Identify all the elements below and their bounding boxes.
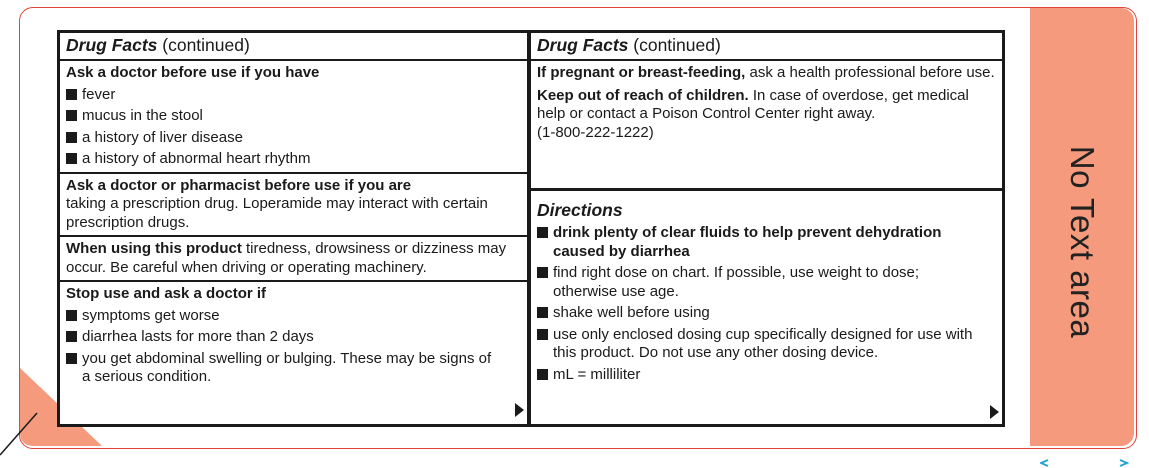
right-header-bold: Drug Facts xyxy=(537,35,629,55)
bullet-icon xyxy=(66,132,77,143)
bullet-icon xyxy=(537,267,548,278)
when-using-section xyxy=(60,235,527,280)
left-header-bold: Drug Facts xyxy=(66,35,158,55)
ask-doctor-title: Ask a doctor before use if you have xyxy=(66,64,320,81)
pregnant-title: If pregnant or breast-feeding, xyxy=(537,64,746,81)
ask-pharmacist-title: Ask a doctor or pharmacist before use if you are xyxy=(66,176,412,194)
list-item: find right dose on chart. If possible, use weight to dose; otherwise use age. xyxy=(537,264,996,301)
when-using-text: tiredness, drowsiness or dizziness may occur. Be careful when driving or operating machinery. xyxy=(66,240,507,276)
right-panel-header xyxy=(531,33,1002,59)
list-item: mucus in the stool xyxy=(66,107,521,126)
drug-facts-left-panel xyxy=(57,30,530,427)
list-item: a history of abnormal heart rhythm xyxy=(66,150,521,169)
warnings-continued-section xyxy=(531,59,1002,184)
list-item: diarrhea lasts for more than 2 days xyxy=(66,328,521,347)
bullet-icon xyxy=(66,310,77,321)
bullet-icon xyxy=(66,153,77,164)
directions-title: Directions xyxy=(537,200,623,220)
list-item: shake well before using xyxy=(537,304,996,323)
right-arrow-icon xyxy=(990,405,999,419)
pregnant-paragraph xyxy=(537,64,996,83)
bullet-icon xyxy=(537,369,548,380)
stop-use-title: Stop use and ask a doctor if xyxy=(66,285,267,302)
ask-doctor-section xyxy=(60,59,527,172)
ask-pharmacist-text: taking a prescription drug. Loperamide may interact with certain prescription drugs. xyxy=(66,195,488,231)
bullet-icon xyxy=(66,110,77,121)
bullet-icon xyxy=(537,227,548,238)
keep-out-paragraph xyxy=(537,87,996,124)
when-using-title: When using this product xyxy=(66,240,242,257)
list-item: drink plenty of clear fluids to help prevent dehydration caused by diarrhea xyxy=(537,224,996,261)
pager-arrows[interactable] xyxy=(1040,458,1130,468)
keep-out-title: Keep out of reach of children. xyxy=(537,86,749,104)
right-arrow-icon xyxy=(515,403,524,417)
keep-out-text: In case of overdose, get medical help or contact a Poison Control Center right away. xyxy=(537,86,969,122)
poison-control-phone: (1-800-222-1222) xyxy=(537,123,654,141)
no-text-area-label: No Text area xyxy=(1064,145,1101,339)
ask-pharmacist-section xyxy=(60,172,527,236)
list-item: use only enclosed dosing cup specifically designed for use with this product. Do not use any other dosing device. xyxy=(537,326,996,363)
drug-facts-right-panel xyxy=(528,30,1005,427)
list-item: mL = milliliter xyxy=(537,366,996,385)
stop-use-section xyxy=(60,280,527,390)
left-header-rest: (continued) xyxy=(157,35,250,55)
list-item: you get abdominal swelling or bulging. These may be signs of a serious condition. xyxy=(66,350,521,387)
pregnant-text: ask a health professional before use. xyxy=(745,64,995,81)
bullet-icon xyxy=(66,331,77,342)
section-divider xyxy=(531,188,1002,191)
list-item: fever xyxy=(66,86,521,105)
left-panel-header xyxy=(60,33,527,59)
right-header-rest: (continued) xyxy=(628,35,721,55)
bullet-icon xyxy=(537,307,548,318)
list-item: symptoms get worse xyxy=(66,307,521,326)
directions-section xyxy=(531,196,1002,387)
bullet-icon xyxy=(66,353,77,364)
bullet-icon xyxy=(537,329,548,340)
bullet-icon xyxy=(66,89,77,100)
list-item: a history of liver disease xyxy=(66,129,521,148)
